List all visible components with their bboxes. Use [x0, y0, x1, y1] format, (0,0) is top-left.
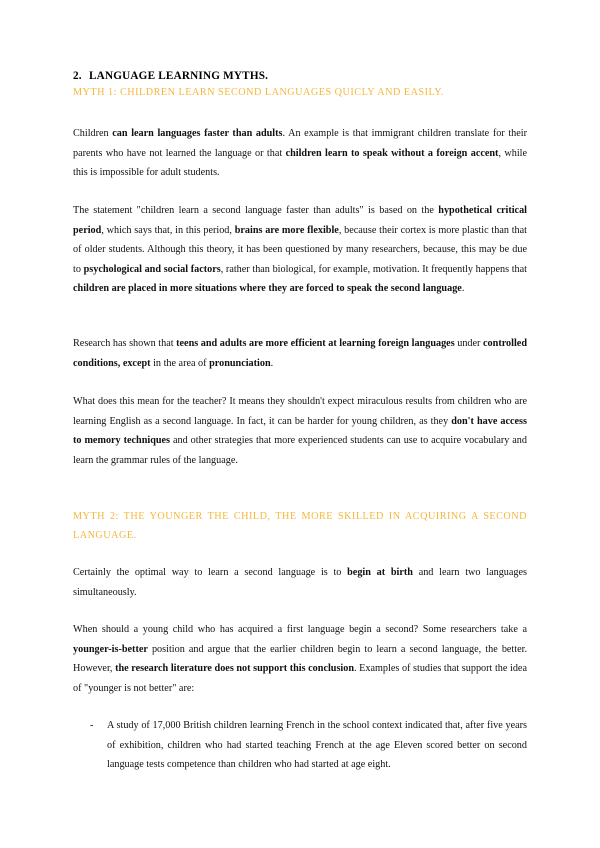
bold-text: the research literature does not support this conclusion: [115, 663, 355, 675]
section-title: LANGUAGE LEARNING MYTHS.: [89, 70, 269, 82]
myth2-paragraph-2: [73, 620, 527, 698]
text-run: under: [454, 338, 484, 349]
text-run: and other strategies that more experienced students can use to acquire vocabulary and learn the grammar rules of the language.: [73, 435, 527, 466]
bold-text: psychological and social factors: [83, 263, 221, 275]
bold-text: controlled conditions, except: [73, 338, 527, 369]
text-run: The statement "children learn a second language faster than adults" is based on the: [73, 205, 439, 216]
myth1-paragraph-2: [73, 201, 527, 299]
text-run: , which says that, in this period,: [101, 224, 235, 236]
bold-text: can learn languages faster than adults: [112, 128, 283, 139]
text-run: , rather than biological, for example, motivation. It frequently happens that: [220, 263, 527, 275]
text-run: When should a young child who has acquired a first language begin a second? Some researchers take a: [73, 624, 527, 635]
text-run: , while this is impossible for adult students.: [73, 147, 527, 179]
section-heading: [73, 70, 527, 82]
bold-text: hypothetical critical period: [73, 205, 527, 236]
bold-text: children are placed in more situations where they are forced to speak the second language: [73, 283, 462, 295]
text-run: .: [270, 357, 274, 369]
bold-text: pronunciation: [209, 357, 271, 369]
bold-text: begin at birth: [347, 567, 413, 578]
bullet-text: A study of 17,000 British children learning French in the school context indicated that, after five years of exhibition, children who had started teaching French at the age Eleven scored better on second language tests competence than children who had started at age eight.: [107, 720, 527, 771]
text-run: Research has shown that: [73, 338, 177, 349]
section-number: 2.: [73, 70, 82, 82]
bold-text: teens and adults are more efficient at learning foreign languages: [176, 338, 455, 349]
bullet-marker: -: [90, 720, 94, 731]
myth2-title: MYTH 2: THE YOUNGER THE CHILD, THE MORE SKILLED IN ACQUIRING A SECOND LANGUAGE.: [73, 511, 527, 541]
text-run: . An example is that immigrant children translate for their parents who have not learned the language or that: [73, 128, 527, 159]
myth2-paragraph-1: [73, 563, 527, 602]
text-run: in the area of: [150, 357, 210, 369]
text-run: , because their cortex is more plastic than that of older students. Although this theory, it has been questioned by many researchers, because, this may be due to: [73, 224, 527, 275]
myth1-paragraph-3: [73, 334, 527, 373]
bold-text: younger-is-better: [73, 643, 148, 655]
bold-text: brains are more flexible: [234, 224, 339, 236]
bold-text: children learn to speak without a foreign accent: [285, 147, 499, 159]
text-run: and learn two languages simultaneously.: [73, 567, 527, 598]
list-item: [90, 716, 527, 775]
text-run: .: [461, 283, 465, 295]
myth1-title: MYTH 1: CHILDREN LEARN SECOND LANGUAGES QUICLY AND EASILY.: [73, 87, 444, 98]
bold-text: don't have access to memory techniques: [73, 415, 527, 447]
text-run: . Examples of studies that support the idea of "younger is not better" are:: [73, 663, 527, 694]
text-run: position and argue that the earlier children begin to learn a second language, the better. However,: [73, 643, 527, 675]
myth1-paragraph-1: [73, 124, 527, 183]
text-run: Children: [73, 128, 113, 139]
myth1-paragraph-4: [73, 392, 527, 470]
text-run: What does this mean for the teacher? It means they shouldn't expect miraculous results from children who are learning English as a second language. In fact, it can be harder for young children, as they: [73, 396, 527, 427]
text-run: Certainly the optimal way to learn a second language is to: [73, 567, 348, 578]
